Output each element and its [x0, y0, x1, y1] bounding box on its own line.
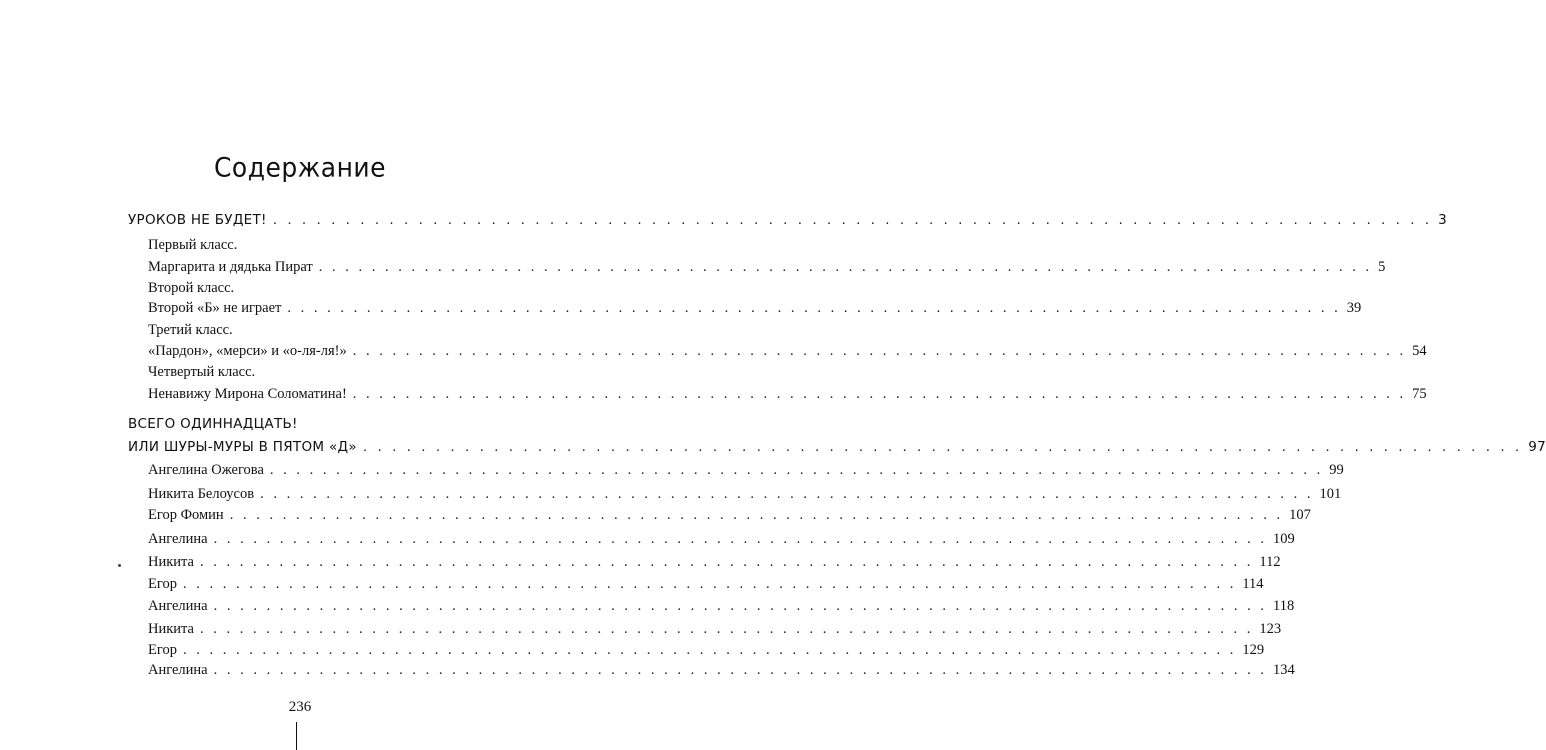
toc-entry [128, 416, 484, 438]
toc-leader-dots: . . . . . . . . . . . . . . . . . . . . . . . . . . . . . . . . . . . . . . . . . . . . . . . . . . . . . . . . . . . . . . . . . . . . . . . . . . . . . . . . [272, 212, 1433, 228]
toc-entry-title: ВСЕГО ОДИННАДЦАТЬ! [128, 416, 298, 432]
toc-entry-title: Егор Фомин [148, 507, 224, 523]
toc-entry-page: 99 [1329, 462, 1344, 478]
toc-entry-title: Третий класс. [148, 322, 233, 338]
toc-entry [148, 621, 1282, 643]
toc-entry-title: Никита Белоусов [148, 486, 255, 502]
toc-entry [148, 237, 484, 259]
toc-leader-dots: . . . . . . . . . . . . . . . . . . . . . . . . . . . . . . . . . . . . . . . . . . . . . . . . . . . . . . . . . . . . . . . . . . . . . . . . . . . . . . . . [287, 300, 1341, 316]
toc-entry-page: 97 [1528, 439, 1546, 455]
toc-entry-title: ИЛИ ШУРЫ-МУРЫ В ПЯТОМ «Д» [128, 439, 357, 455]
toc-entry-page: 75 [1412, 386, 1427, 402]
toc-entry [148, 280, 484, 302]
toc-entry-page: 3 [1438, 212, 1447, 228]
toc-leader-dots: . . . . . . . . . . . . . . . . . . . . . . . . . . . . . . . . . . . . . . . . . . . . . . . . . . . . . . . . . . . . . . . . . . . . . . . . . . . . . . . . [213, 662, 1267, 678]
toc-entry-title: УРОКОВ НЕ БУДЕТ! [128, 212, 267, 228]
toc-entry [148, 642, 1265, 664]
toc-entry-page: 39 [1346, 300, 1362, 316]
page-number: 236 [288, 699, 312, 715]
toc-entry-page: 114 [1242, 576, 1264, 592]
toc-entry-title: Ненавижу Мирона Соломатина! [148, 386, 347, 402]
toc-entry-page: 54 [1412, 343, 1427, 359]
page-title: Содержание [213, 152, 387, 183]
toc-entry [148, 507, 1311, 529]
toc-entry-page: 129 [1242, 642, 1265, 658]
toc-entry-title: Егор [148, 576, 177, 592]
toc-leader-dots: . . . . . . . . . . . . . . . . . . . . . . . . . . . . . . . . . . . . . . . . . . . . . . . . . . . . . . . . . . . . . . . . . . . . . . . . . . . . . . . . [362, 439, 1523, 455]
toc-entry [148, 531, 1295, 553]
toc-leader-dots: . . . . . . . . . . . . . . . . . . . . . . . . . . . . . . . . . . . . . . . . . . . . . . . . . . . . . . . . . . . . . . . . . . . . . . . . . . . . . . . . [213, 531, 1267, 547]
toc-entry-title: Первый класс. [148, 237, 238, 253]
toc-entry [148, 598, 1295, 620]
toc-entry [148, 462, 1344, 484]
toc-entry [148, 662, 1295, 684]
toc-leader-dots: . . . . . . . . . . . . . . . . . . . . . . . . . . . . . . . . . . . . . . . . . . . . . . . . . . . . . . . . . . . . . . . . . . . . . . . . . . . . . . . . [352, 343, 1407, 359]
toc-entry [128, 212, 1447, 234]
toc-entry [148, 386, 1427, 408]
toc-entry-page: 134 [1273, 662, 1295, 678]
toc-entry-title: Никита [148, 621, 194, 637]
toc-entry-title: Ангелина [148, 531, 208, 547]
toc-entry [148, 486, 1342, 508]
toc-entry-title: Второй класс. [148, 280, 235, 296]
toc-entry [128, 439, 1546, 461]
print-speck [118, 564, 121, 567]
toc-leader-dots: . . . . . . . . . . . . . . . . . . . . . . . . . . . . . . . . . . . . . . . . . . . . . . . . . . . . . . . . . . . . . . . . . . . . . . . . . . . . . . . . [269, 462, 1324, 478]
toc-entry-page: 112 [1259, 554, 1281, 570]
toc-entry [148, 343, 1427, 365]
toc-leader-dots: . . . . . . . . . . . . . . . . . . . . . . . . . . . . . . . . . . . . . . . . . . . . . . . . . . . . . . . . . . . . . . . . . . . . . . . . . . . . . . . . [182, 642, 1237, 658]
toc-leader-dots: . . . . . . . . . . . . . . . . . . . . . . . . . . . . . . . . . . . . . . . . . . . . . . . . . . . . . . . . . . . . . . . . . . . . . . . . . . . . . . . . [200, 554, 1254, 570]
toc-leader-dots: . . . . . . . . . . . . . . . . . . . . . . . . . . . . . . . . . . . . . . . . . . . . . . . . . . . . . . . . . . . . . . . . . . . . . . . . . . . . . . . . [182, 576, 1237, 592]
toc-leader-dots: . . . . . . . . . . . . . . . . . . . . . . . . . . . . . . . . . . . . . . . . . . . . . . . . . . . . . . . . . . . . . . . . . . . . . . . . . . . . . . . . [229, 507, 1284, 523]
toc-entry-page: 101 [1319, 486, 1342, 502]
toc-entry [148, 322, 484, 344]
toc-entry-title: Четвертый класс. [148, 364, 256, 380]
toc-entry-page: 5 [1378, 259, 1386, 275]
toc-entry-title: Ангелина [148, 598, 208, 614]
toc-entry [148, 576, 1264, 598]
toc-entry-title: «Пардон», «мерси» и «о-ля-ля!» [148, 343, 347, 359]
toc-entry-title: Никита [148, 554, 194, 570]
toc-leader-dots: . . . . . . . . . . . . . . . . . . . . . . . . . . . . . . . . . . . . . . . . . . . . . . . . . . . . . . . . . . . . . . . . . . . . . . . . . . . . . . . . [352, 386, 1407, 402]
toc-leader-dots: . . . . . . . . . . . . . . . . . . . . . . . . . . . . . . . . . . . . . . . . . . . . . . . . . . . . . . . . . . . . . . . . . . . . . . . . . . . . . . . . [213, 598, 1267, 614]
toc-entry-page: 109 [1273, 531, 1295, 547]
toc-entry-page: 123 [1259, 621, 1282, 637]
toc-entry [148, 259, 1386, 281]
toc-entry-title: Ангелина [148, 662, 208, 678]
toc-entry [148, 554, 1281, 576]
toc-leader-dots: . . . . . . . . . . . . . . . . . . . . . . . . . . . . . . . . . . . . . . . . . . . . . . . . . . . . . . . . . . . . . . . . . . . . . . . . . . . . . . . . [318, 259, 1373, 275]
toc-entry-title: Егор [148, 642, 177, 658]
toc-leader-dots: . . . . . . . . . . . . . . . . . . . . . . . . . . . . . . . . . . . . . . . . . . . . . . . . . . . . . . . . . . . . . . . . . . . . . . . . . . . . . . . . [260, 486, 1314, 502]
page-number-rule [296, 722, 297, 750]
toc-entry [148, 364, 484, 386]
toc-entry [148, 300, 1362, 322]
toc-entry-title: Второй «Б» не играет [148, 300, 282, 316]
toc-leader-dots: . . . . . . . . . . . . . . . . . . . . . . . . . . . . . . . . . . . . . . . . . . . . . . . . . . . . . . . . . . . . . . . . . . . . . . . . . . . . . . . . [200, 621, 1254, 637]
toc-entry-page: 118 [1273, 598, 1295, 614]
toc-entry-page: 107 [1289, 507, 1311, 523]
toc-entry-title: Ангелина Ожегова [148, 462, 264, 478]
toc-entry-title: Маргарита и дядька Пират [148, 259, 313, 275]
